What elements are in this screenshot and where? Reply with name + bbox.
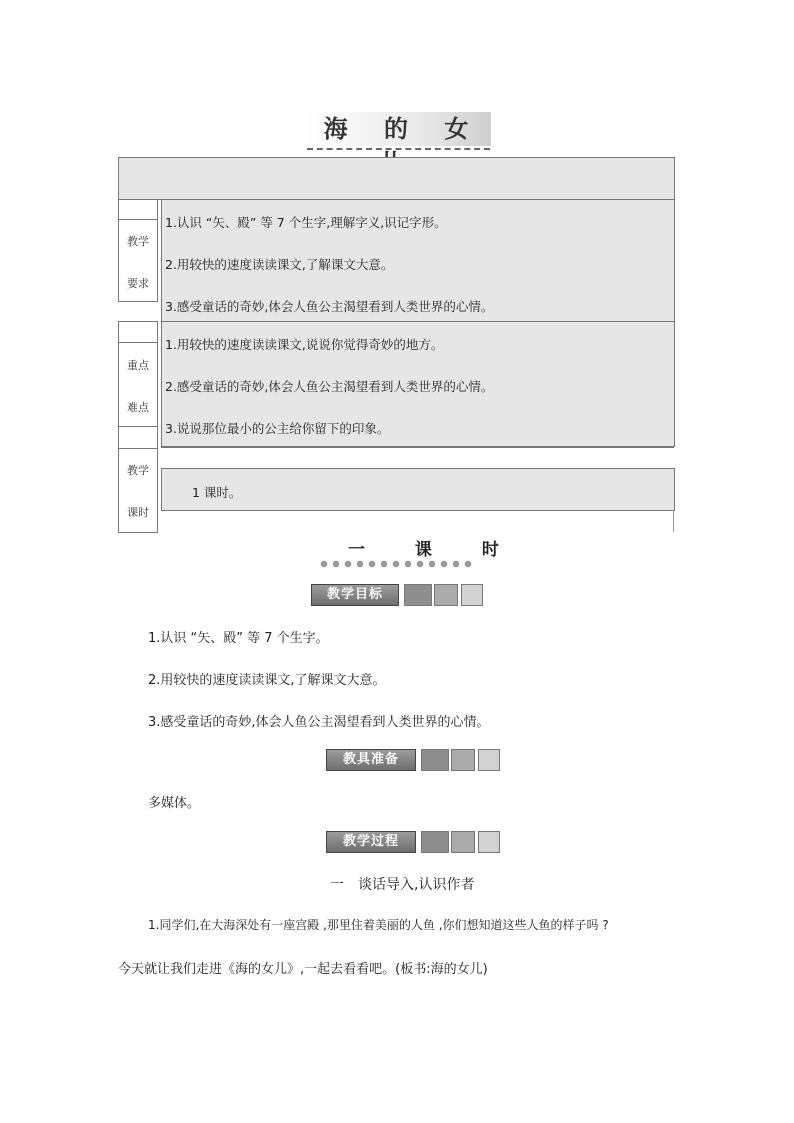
row3-label-cell xyxy=(118,448,158,533)
section-title: 一 课 时 xyxy=(348,540,521,560)
row3-side-line xyxy=(673,510,674,532)
process-tag-square-2 xyxy=(451,831,475,853)
prep-tag-square-2 xyxy=(451,749,475,771)
prep-tag-square-3 xyxy=(478,749,500,771)
row2-item-2: 2.感受童话的奇妙,体会人鱼公主渴望看到人类世界的心情。 xyxy=(165,379,494,394)
process-tag-square-3 xyxy=(478,831,500,853)
prep-tag: 教具准备 xyxy=(326,749,416,771)
process-tag: 教学过程 xyxy=(326,831,416,853)
document-title: 海 的 女 xyxy=(323,115,483,143)
row1-label-top-cell xyxy=(118,199,158,220)
prep-tag-square-1 xyxy=(421,749,449,771)
row3-label-2: 课时 xyxy=(127,506,149,519)
row2-label-2: 难点 xyxy=(127,401,149,414)
row1-item-2: 2.用较快的速度读读课文,了解课文大意。 xyxy=(165,257,394,272)
row1-item-1: 1.认识 “矢、殿” 等 7 个生字,理解字义,识记字形。 xyxy=(165,215,447,230)
row2-label-1: 重点 xyxy=(127,359,149,372)
goals-tag-square-2 xyxy=(434,584,458,606)
table-header-band xyxy=(118,157,675,200)
process-tag-square-1 xyxy=(421,831,449,853)
process-paragraph-2: 今天就让我们走进《海的女儿》,一起去看看吧。(板书:海的女儿) xyxy=(118,962,488,977)
title-underline xyxy=(307,148,490,150)
row3-value: 1 课时。 xyxy=(192,485,242,500)
prep-text: 多媒体。 xyxy=(148,796,201,811)
goals-tag-square-1 xyxy=(404,584,432,606)
section-dots-decoration xyxy=(318,560,474,568)
goal-2: 2.用较快的速度读读课文,了解课文大意。 xyxy=(148,673,386,688)
row3-label-1: 教学 xyxy=(127,464,149,477)
row1-label-1: 教学 xyxy=(127,235,149,248)
row2-item-3: 3.说说那位最小的公主给你留下的印象。 xyxy=(165,421,390,436)
row1-label-2: 要求 xyxy=(127,277,149,290)
row2-item-1: 1.用较快的速度读读课文,说说你觉得奇妙的地方。 xyxy=(165,337,444,352)
goal-1: 1.认识 “矢、殿” 等 7 个生字。 xyxy=(148,631,329,646)
goals-tag: 教学目标 xyxy=(311,584,399,606)
row1-item-3: 3.感受童话的奇妙,体会人鱼公主渴望看到人类世界的心情。 xyxy=(165,299,494,314)
process-heading: 一 谈话导入,认识作者 xyxy=(330,877,475,893)
row3-label-top-cell xyxy=(118,426,158,449)
goals-tag-square-3 xyxy=(461,584,483,606)
process-paragraph-1: 1.同学们,在大海深处有一座宫殿 ,那里住着美丽的人鱼 ,你们想知道这些人鱼的样子吗 ? xyxy=(148,918,609,932)
goal-3: 3.感受童话的奇妙,体会人鱼公主渴望看到人类世界的心情。 xyxy=(148,715,490,730)
row2-label-top-cell xyxy=(118,321,158,343)
row3-top-line xyxy=(161,447,674,448)
